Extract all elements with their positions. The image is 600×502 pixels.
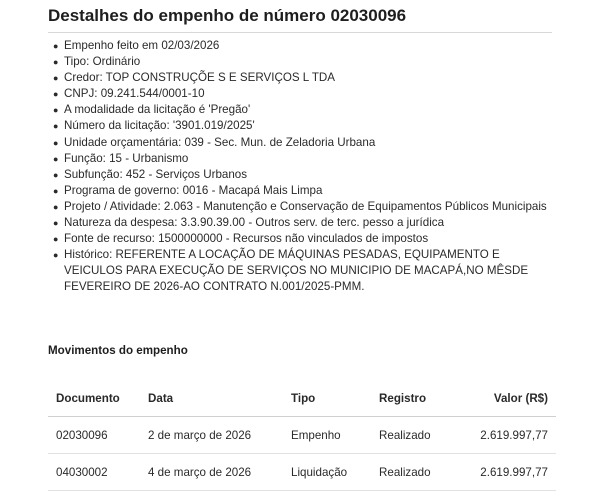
- column-header-valor: Valor (R$): [461, 380, 556, 417]
- column-header-documento: Documento: [48, 380, 140, 417]
- bullet-icon: ●: [53, 57, 59, 68]
- bullet-icon: ●: [53, 250, 59, 261]
- detail-item-modalidade: ● A modalidade da licitação é 'Pregão': [64, 102, 556, 118]
- detail-item-cnpj: ● CNPJ: 09.241.544/0001-10: [64, 86, 556, 102]
- column-header-registro: Registro: [371, 380, 461, 417]
- bullet-icon: ●: [53, 234, 59, 245]
- bullet-icon: ●: [53, 41, 59, 51]
- cell-registro: Realizado: [371, 417, 461, 454]
- detail-item-date: ● Empenho feito em 02/03/2026: [64, 38, 556, 54]
- bullet-icon: ●: [53, 169, 59, 180]
- bullet-icon: ●: [53, 73, 59, 84]
- title-divider: [48, 32, 552, 33]
- cell-documento: 04030002: [48, 454, 140, 491]
- bullet-icon: ●: [53, 137, 59, 148]
- page-title: Destalhes do empenho de número 02030096: [48, 6, 407, 25]
- bullet-icon: ●: [53, 201, 59, 212]
- table-header-row: [48, 380, 556, 417]
- movements-table: [48, 380, 556, 491]
- cell-registro: Realizado: [371, 454, 461, 491]
- bullet-icon: ●: [53, 121, 59, 132]
- detail-item-funcao: ● Função: 15 - Urbanismo: [64, 151, 556, 167]
- detail-item-projeto: ● Projeto / Atividade: 2.063 - Manutenção e Conservação de Equipamentos Públicos Municipais: [64, 199, 556, 215]
- table-row: [48, 417, 556, 454]
- detail-item-historico: ● Histórico: REFERENTE A LOCAÇÃO DE MÁQUINAS PESADAS, EQUIPAMENTO E VEICULOS PARA EXECUÇÃO DE SERVIÇOS NO MUNICIPIO DE MACAPÁ,NO MÊSDE FEVEREIRO DE 2026-AO CONTRATO N.001/2025-PMM.: [53, 248, 529, 294]
- detail-item-fonte: ● Fonte de recurso: 1500000000 - Recursos não vinculados de impostos: [64, 231, 556, 247]
- cell-data: 2 de março de 2026: [140, 417, 283, 454]
- cell-data: 4 de março de 2026: [140, 454, 283, 491]
- cell-documento: 02030096: [48, 417, 140, 454]
- detail-item-numero-licitacao: ● Número da licitação: '3901.019/2025': [64, 118, 556, 134]
- cell-tipo: Liquidação: [283, 454, 371, 491]
- column-header-tipo: Tipo: [283, 380, 371, 417]
- cell-valor: 2.619.997,77: [461, 417, 556, 454]
- detail-item-tipo: ● Tipo: Ordinário: [64, 54, 556, 70]
- bullet-icon: ●: [53, 105, 59, 116]
- bullet-icon: ●: [53, 153, 59, 164]
- detail-item-credor: ● Credor: TOP CONSTRUÇÕE S E SERVIÇOS L TDA: [64, 70, 556, 86]
- cell-valor: 2.619.997,77: [461, 454, 556, 491]
- bullet-icon: ●: [53, 89, 59, 100]
- empenho-details-list: [53, 38, 556, 296]
- table-row: [48, 454, 556, 491]
- detail-item-natureza: ● Natureza da despesa: 3.3.90.39.00 - Outros serv. de terc. pesso a jurídica: [64, 215, 556, 231]
- bullet-icon: ●: [53, 218, 59, 229]
- detail-item-programa: ● Programa de governo: 0016 - Macapá Mais Limpa: [64, 183, 556, 199]
- cell-tipo: Empenho: [283, 417, 371, 454]
- bullet-icon: ●: [53, 185, 59, 196]
- detail-item-subfuncao: ● Subfunção: 452 - Serviços Urbanos: [64, 167, 556, 183]
- detail-item-unidade: ● Unidade orçamentária: 039 - Sec. Mun. de Zeladoria Urbana: [64, 135, 556, 151]
- movements-section-title: Movimentos do empenho: [48, 344, 188, 357]
- column-header-data: Data: [140, 380, 283, 417]
